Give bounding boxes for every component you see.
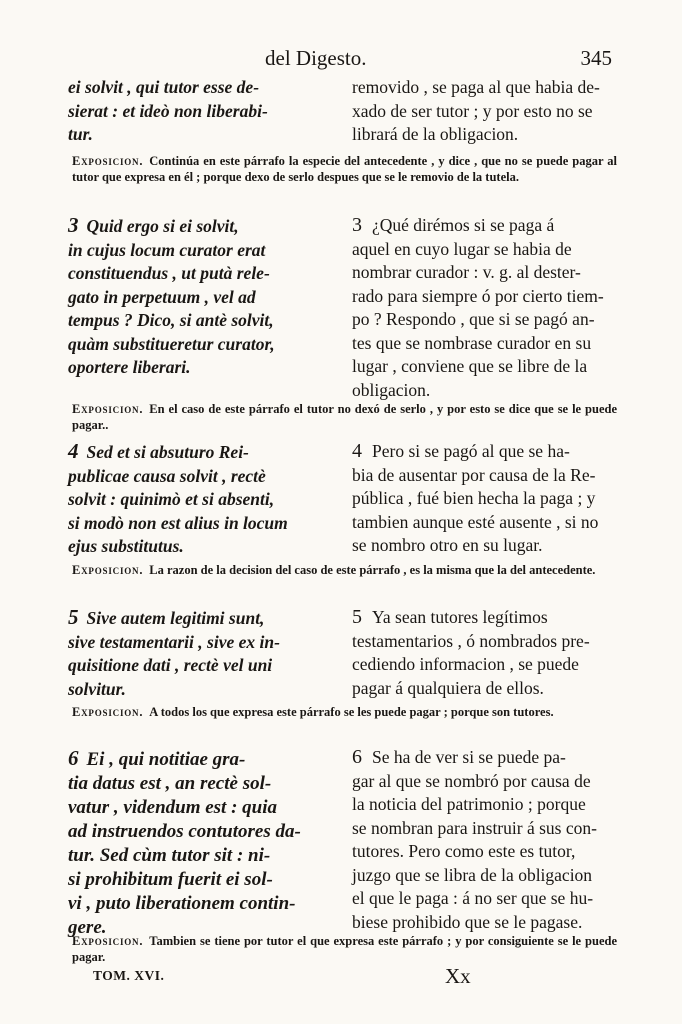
latin-line: tempus ? Dico, si antè solvit, <box>68 310 274 330</box>
latin-line: quisitione dati , rectè vel uni <box>68 655 273 675</box>
latin-text <box>68 440 330 559</box>
paragraph-block-5 <box>68 606 616 702</box>
latin-line: constituendus , ut putà rele- <box>68 263 270 283</box>
spanish-text <box>352 440 618 558</box>
latin-line: in cujus locum curator erat <box>68 239 266 260</box>
exposicion-text: A todos los que expresa este párrafo se les puede pagar ; porque son tutores. <box>149 705 554 719</box>
spanish-line: obligacion. <box>352 379 431 400</box>
exposicion-text: Continúa en este párrafo la especie del antecedente , y dice , que no se puede pagar al tutor que expresa en él ; porque dexo de serlo despues que se le removio de la tutela. <box>72 154 617 184</box>
latin-line: Quid ergo si ei solvit, <box>86 216 239 236</box>
spanish-line: la noticia del patrimonio ; porque <box>352 794 586 814</box>
spanish-line: pagar á qualquiera de ellos. <box>352 677 544 698</box>
exposicion-label: Exposicion. <box>72 934 144 948</box>
running-title: del Digesto. <box>265 46 367 70</box>
exposicion-text: En el caso de este párrafo el tutor no dexó de serlo , y por esto se dice que se le puede pagar.. <box>72 402 617 432</box>
spanish-line: bia de ausentar por causa de la Re- <box>352 464 596 485</box>
paragraph-block-3 <box>68 213 616 400</box>
spanish-line: Se ha de ver si se puede pa- <box>372 747 566 767</box>
latin-line: solvit : quinimò et si absenti, <box>68 489 275 509</box>
paragraph-number: 5 <box>352 606 362 628</box>
exposicion-note <box>72 401 617 433</box>
spanish-text <box>352 746 618 934</box>
exposicion-note <box>72 562 617 578</box>
exposicion-label: Exposicion. <box>72 402 144 416</box>
latin-line: publicae causa solvit , rectè <box>68 465 266 486</box>
latin-line: ad instruendos contutores da- <box>68 821 301 842</box>
latin-line: quàm substitueretur curator, <box>68 333 275 354</box>
latin-line: sierat : et ideò non liberabi- <box>68 100 268 121</box>
running-header <box>0 46 682 74</box>
latin-line: vi , puto liberationem contin- <box>68 893 296 914</box>
spanish-line: lugar , conviene que se libre de la <box>352 356 588 376</box>
spanish-line: biese prohibido que se le pagase. <box>352 911 583 932</box>
exposicion-text: Tambien se tiene por tutor el que expresa este párrafo ; y por consiguiente se le puede pagar. <box>72 934 617 964</box>
latin-text <box>68 606 330 701</box>
spanish-line: po ? Respondo , que si se pagó an- <box>352 309 595 329</box>
spanish-line: testamentarios , ó nombrados pre- <box>352 630 590 651</box>
latin-line: sive testamentarii , sive ex in- <box>68 631 280 652</box>
latin-line: ei solvit , qui tutor esse de- <box>68 77 260 97</box>
paragraph-number: 6 <box>352 746 362 768</box>
spanish-line: nombrar curador : v. g. al dester- <box>352 262 581 282</box>
paragraph-number: 4 <box>352 440 362 462</box>
latin-line: tur. <box>68 124 93 144</box>
latin-line: Sed et si absuturo Rei- <box>86 442 249 462</box>
paragraph-number: 5 <box>68 605 79 629</box>
spanish-line: Pero si se pagó al que se ha- <box>372 441 570 461</box>
paragraph-number: 4 <box>68 439 79 463</box>
latin-line: gere. <box>68 917 107 938</box>
exposicion-note <box>72 933 617 965</box>
spanish-line: gar al que se nombró por causa de <box>352 770 591 791</box>
latin-line: vatur , videndum est : quia <box>68 797 278 818</box>
spanish-line: aquel en cuyo lugar se habia de <box>352 238 572 259</box>
paragraph-block-4 <box>68 440 616 560</box>
spanish-line: rado para siempre ó por cierto tiem- <box>352 285 604 306</box>
latin-line: ejus substitutus. <box>68 536 184 556</box>
spanish-line: librará de la obligacion. <box>352 124 519 144</box>
exposicion-text: La razon de la decision del caso de este párrafo , es la misma que la del antecedente. <box>149 563 596 577</box>
page-footer <box>0 964 682 994</box>
latin-line: si prohibitum fuerit ei sol- <box>68 869 273 890</box>
paragraph-number: 6 <box>68 746 79 770</box>
spanish-text <box>352 214 618 402</box>
exposicion-note <box>72 704 617 720</box>
latin-line: oportere liberari. <box>68 357 191 377</box>
exposicion-label: Exposicion. <box>72 563 144 577</box>
spanish-line: se nombro otro en su lugar. <box>352 535 543 555</box>
volume-label: TOM. XVI. <box>93 968 165 983</box>
paragraph-number: 3 <box>68 213 79 237</box>
exposicion-label: Exposicion. <box>72 705 144 719</box>
spanish-line: tutores. Pero como este es tutor, <box>352 841 576 861</box>
latin-line: tur. Sed cùm tutor sit : ni- <box>68 845 271 866</box>
latin-line: solvitur. <box>68 678 126 699</box>
spanish-line: Ya sean tutores legítimos <box>372 607 548 627</box>
exposicion-note <box>72 153 617 185</box>
spanish-text <box>352 606 618 700</box>
latin-text <box>68 76 330 147</box>
paragraph-block-continuation <box>68 76 616 146</box>
latin-line: Ei , qui notitiae gra- <box>86 749 246 770</box>
spanish-line: removido , se paga al que habia de- <box>352 77 600 97</box>
spanish-line: ¿Qué dirémos si se paga á <box>372 215 555 235</box>
spanish-line: cediendo informacion , se puede <box>352 654 579 674</box>
spanish-line: xado de ser tutor ; y por esto no se <box>352 100 593 121</box>
spanish-line: el que le paga : á no ser que se hu- <box>352 888 594 908</box>
spanish-line: se nombran para instruir á sus con- <box>352 817 597 838</box>
latin-line: Sive autem legitimi sunt, <box>86 608 265 628</box>
latin-line: si modò non est alius in locum <box>68 512 288 533</box>
spanish-line: pública , fué bien hecha la paga ; y <box>352 488 596 508</box>
paragraph-number: 3 <box>352 214 362 236</box>
paragraph-block-6 <box>68 746 616 938</box>
spanish-line: tambien aunque esté ausente , si no <box>352 511 599 532</box>
spanish-line: tes que se nombrase curador en su <box>352 332 592 353</box>
page-number: 345 <box>580 46 612 70</box>
latin-text <box>68 214 330 380</box>
spanish-text <box>352 76 618 147</box>
latin-text <box>68 746 330 940</box>
latin-line: tia datus est , an rectè sol- <box>68 773 272 794</box>
exposicion-label: Exposicion. <box>72 154 144 168</box>
spanish-line: juzgo que se libra de la obligacion <box>352 864 593 885</box>
latin-line: gato in perpetuum , vel ad <box>68 286 256 307</box>
signature-mark: Xx <box>445 964 471 988</box>
